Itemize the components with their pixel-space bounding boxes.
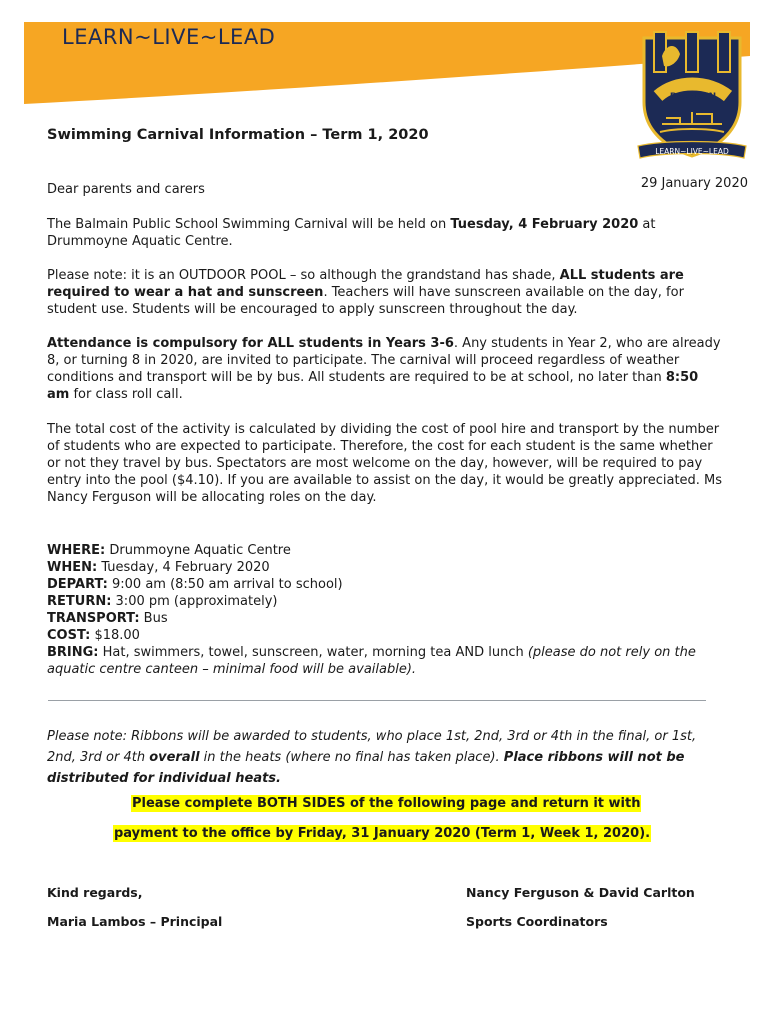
crest-scroll-text: LEARN~LIVE~LEAD	[655, 147, 729, 156]
event-details	[47, 542, 723, 678]
coordinators-role: Sports Coordinators	[466, 914, 608, 929]
closing-regards: Kind regards,	[47, 885, 143, 900]
detail-cost: COST: $18.00	[47, 628, 140, 643]
detail-return: RETURN: 3:00 pm (approximately)	[47, 594, 278, 609]
highlight-instruction-line2: payment to the office by Friday, 31 January 2020 (Term 1, Week 1, 2020).	[114, 826, 651, 841]
detail-depart: DEPART: 9:00 am (8:50 am arrival to school)	[47, 577, 343, 592]
crest-name: BALMAIN	[669, 92, 717, 102]
ribbons-note: Please note: Ribbons will be awarded to students, who place 1st, 2nd, 3rd or 4th in the final, or 1st, 2nd, 3rd or 4th overall in the heats (where no final has taken place). Place ribbons will not be distributed for individual heats.	[47, 729, 697, 786]
detail-bring: BRING: Hat, swimmers, towel, sunscreen, water, morning tea AND lunch (please do not rely on the aquatic centre canteen – minimal food will be available).	[47, 645, 696, 677]
letter-date: 29 January 2020	[640, 176, 748, 191]
motto-text: LEARN~LIVE~LEAD	[62, 25, 276, 49]
salutation: Dear parents and carers	[47, 182, 205, 197]
detail-where: WHERE: Drummoyne Aquatic Centre	[47, 543, 291, 558]
paragraph-attendance: Attendance is compulsory for ALL students in Years 3-6. Any students in Year 2, who are already 8, or turning 8 in 2020, are invited to participate. The carnival will proceed regardless of weather conditions and transport will be by bus. All students are required to be at school, no later than 8:50 am for class roll call.	[47, 336, 721, 402]
coordinators-names: Nancy Ferguson & David Carlton	[466, 885, 695, 900]
page-title: Swimming Carnival Information – Term 1, 2020	[47, 127, 429, 143]
paragraph-carnival-date: The Balmain Public School Swimming Carnival will be held on Tuesday, 4 February 2020 at Drummoyne Aquatic Centre.	[47, 217, 656, 249]
highlight-instruction-line1: Please complete BOTH SIDES of the following page and return it with	[132, 796, 641, 811]
school-crest-logo	[636, 28, 748, 164]
detail-when: WHEN: Tuesday, 4 February 2020	[47, 560, 270, 575]
detail-transport: TRANSPORT: Bus	[47, 611, 168, 626]
principal-signature: Maria Lambos – Principal	[47, 914, 223, 929]
divider-line	[48, 700, 706, 701]
paragraph-cost: The total cost of the activity is calculated by dividing the cost of pool hire and transport by the number of students who are expected to participate. Therefore, the cost for each student is the same whether or not they travel by bus. Spectators are most welcome on the day, however, will be required to pay entry into the pool ($4.10). If you are available to assist on the day, it would be greatly appreciated. Ms Nancy Ferguson will be allocating roles on the day.	[47, 422, 723, 505]
paragraph-outdoor-pool: Please note: it is an OUTDOOR POOL – so although the grandstand has shade, ALL students are required to wear a hat and sunscreen. Teachers will have sunscreen available on the day, for student use. Students will be encouraged to apply sunscreen throughout the day.	[47, 268, 684, 317]
